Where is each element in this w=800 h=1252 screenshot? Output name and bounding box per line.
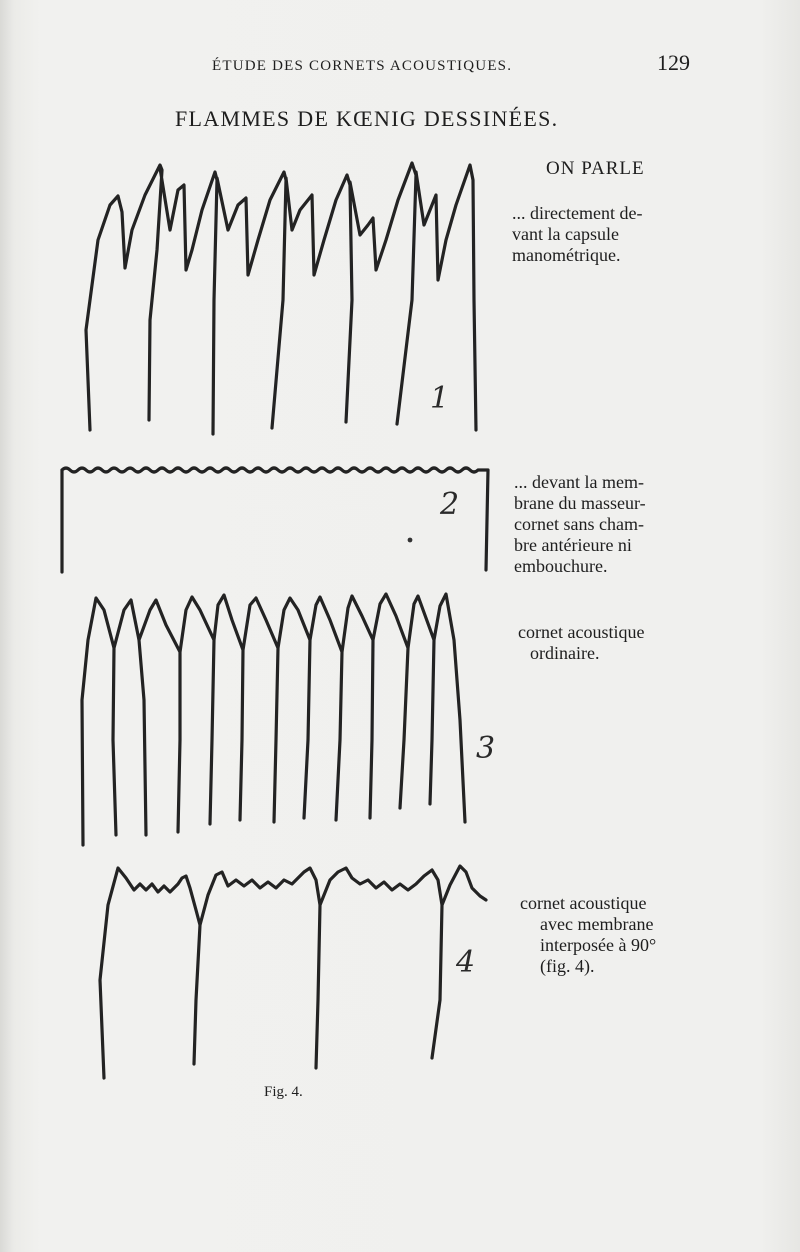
figure-title: FLAMMES DE KŒNIG DESSINÉES. (175, 106, 559, 131)
caption-line: brane du masseur- (514, 493, 646, 513)
caption-line: cornet sans cham- (514, 514, 644, 534)
flame-trace-2 (62, 468, 488, 572)
caption-line: manométrique. (512, 245, 621, 265)
caption-panel-2 (514, 472, 694, 577)
caption-line: ... directement de- (512, 203, 643, 223)
caption-line: avec membrane (540, 914, 654, 934)
figure-caption: Fig. 4. (264, 1084, 303, 1100)
page-number: 129 (657, 50, 690, 75)
caption-line: vant la capsule (512, 224, 619, 244)
caption-panel-1 (512, 203, 695, 266)
caption-panel-4 (520, 893, 696, 977)
ink-dot (408, 538, 413, 543)
caption-line: (fig. 4). (540, 956, 595, 976)
column-heading: ON PARLE (546, 158, 645, 179)
caption-line: cornet acoustique (520, 893, 647, 913)
flame-trace-4 (100, 866, 486, 1078)
caption-line: bre antérieure ni (514, 535, 632, 555)
caption-line: ordinaire. (530, 643, 600, 663)
caption-line: cornet acoustique (518, 622, 645, 642)
running-head: ÉTUDE DES CORNETS ACOUSTIQUES. (212, 58, 513, 74)
caption-line: embouchure. (514, 556, 608, 576)
caption-line: interposée à 90° (540, 935, 657, 955)
trace-number-1: 1 (430, 381, 450, 416)
caption-panel-3 (518, 622, 690, 664)
trace-number-4: 4 (456, 945, 476, 980)
flame-trace-1 (86, 163, 476, 434)
caption-line: ... devant la mem- (514, 472, 644, 492)
flame-trace-3 (82, 594, 465, 845)
trace-number-3: 3 (476, 731, 496, 766)
trace-number-2: 2 (440, 487, 460, 522)
